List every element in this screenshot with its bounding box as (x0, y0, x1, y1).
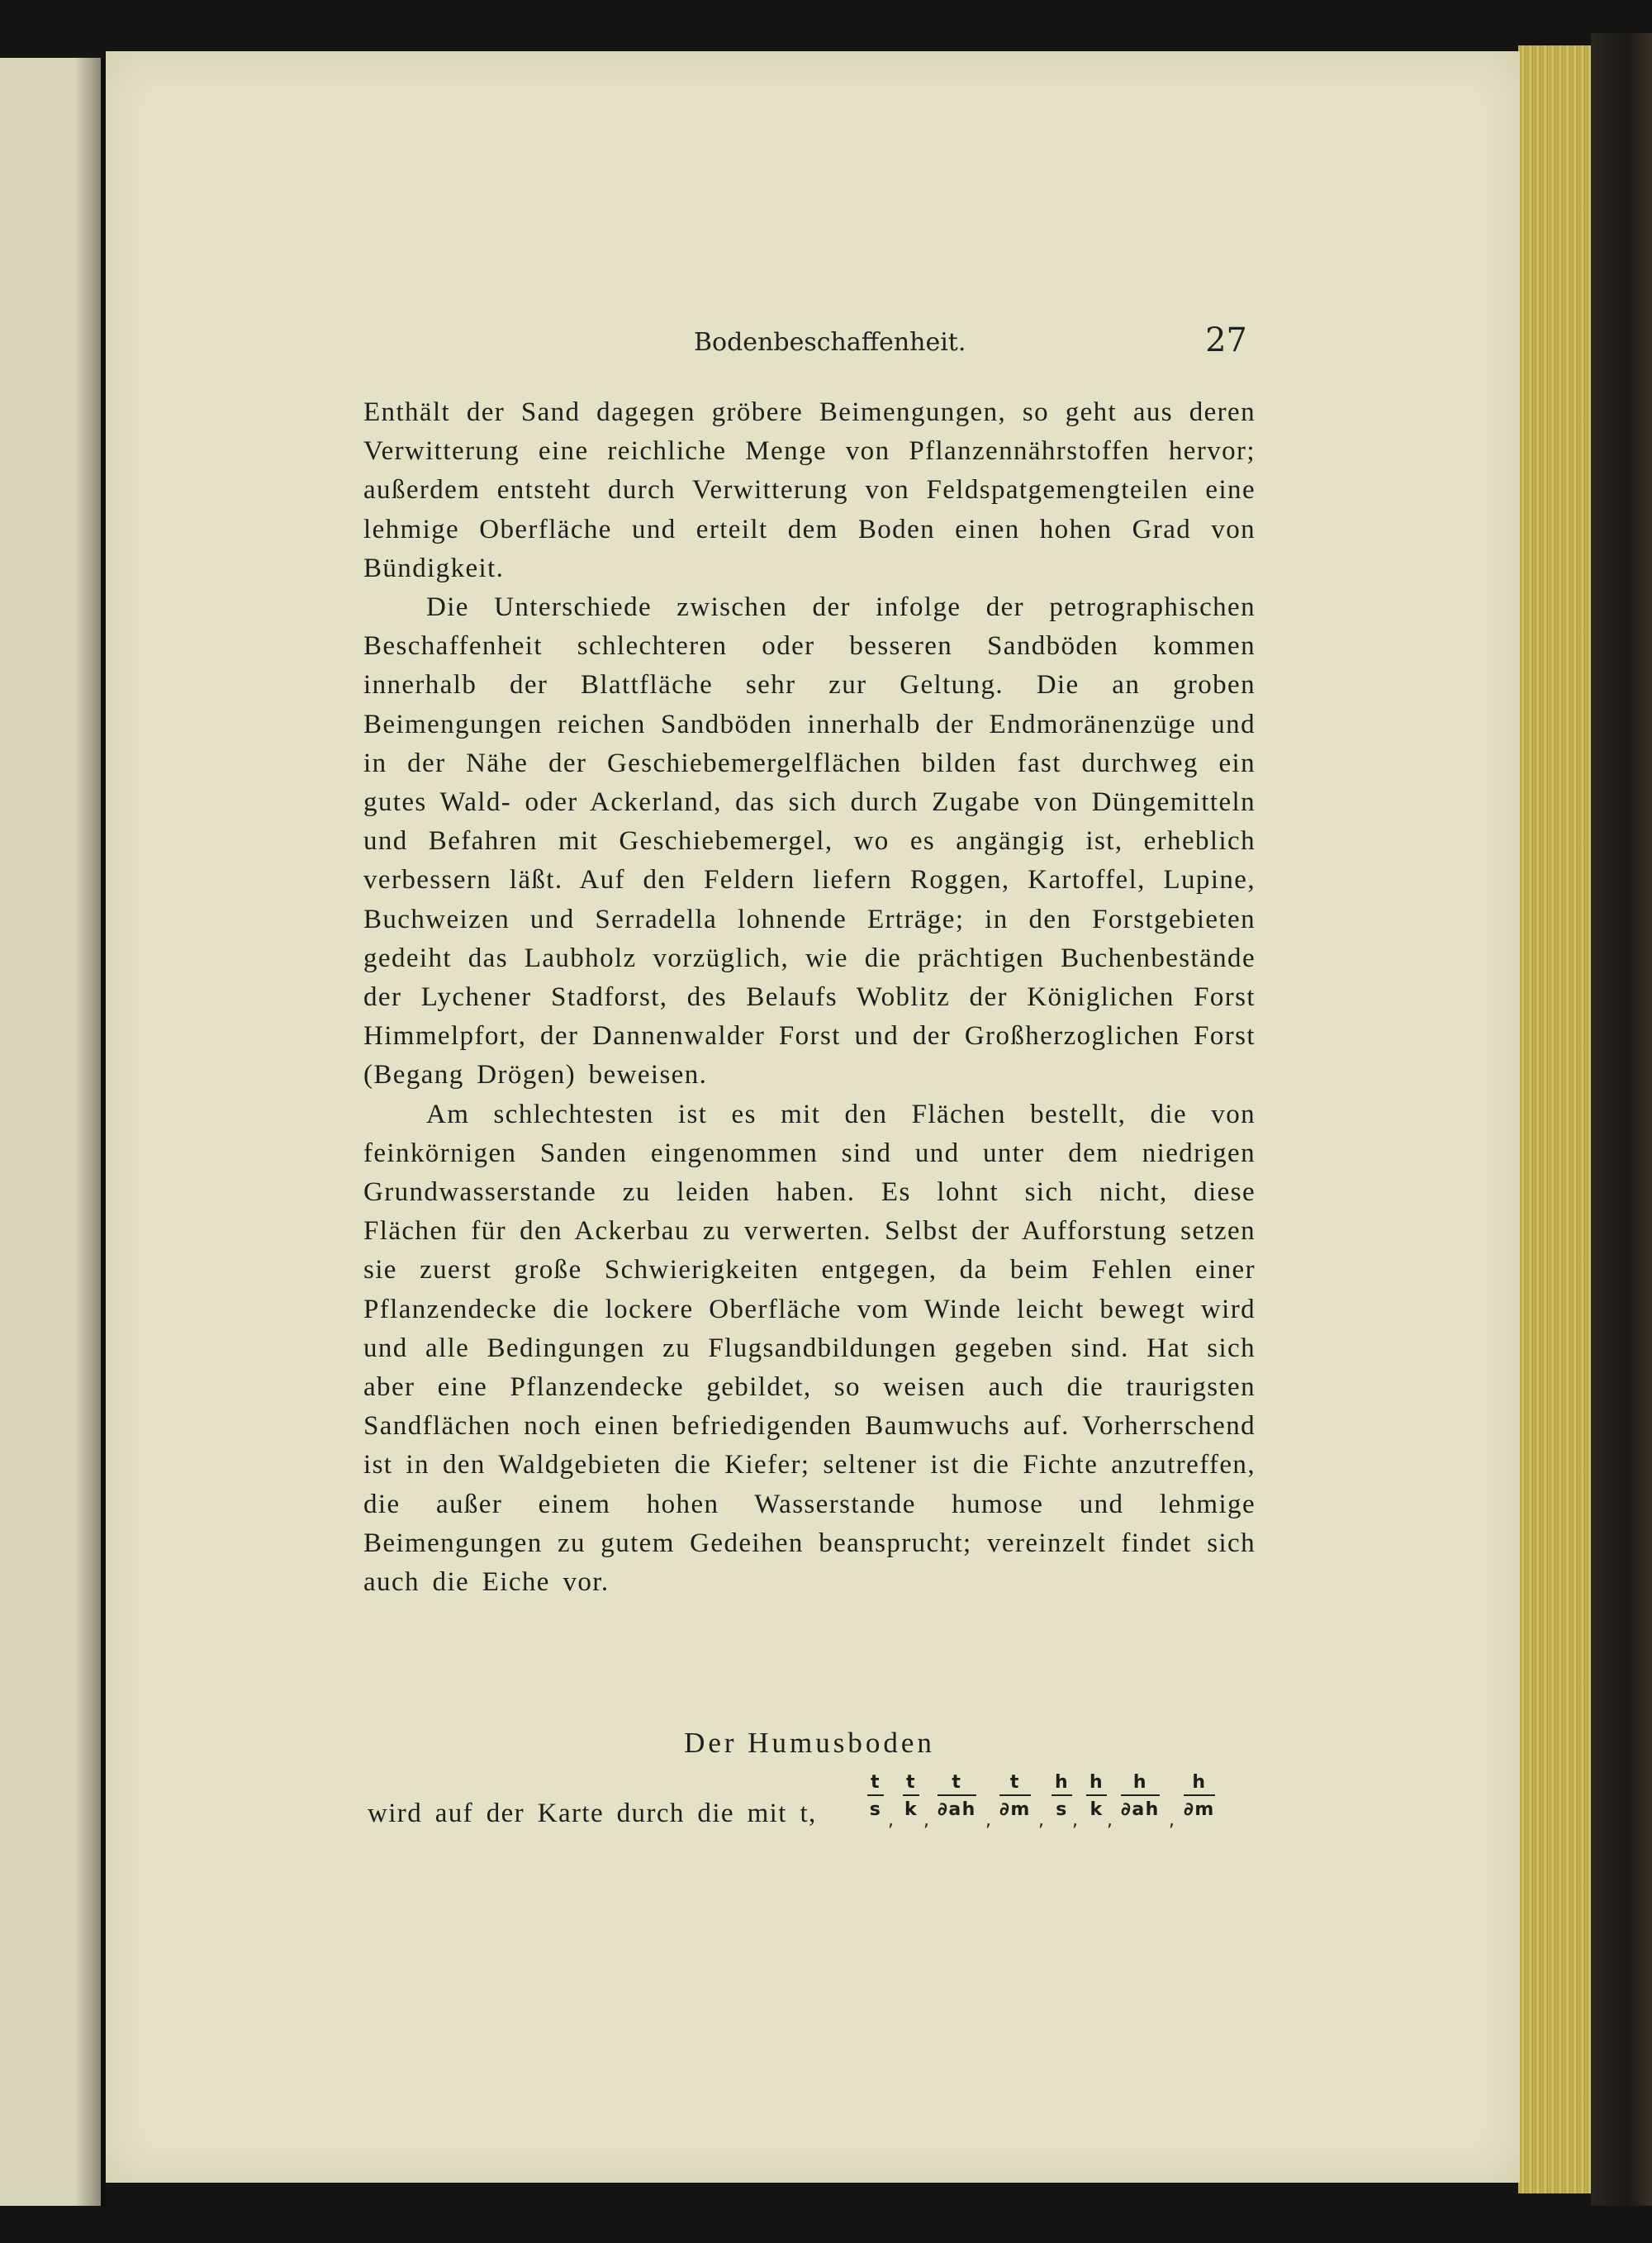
fraction-numerator: t (999, 1772, 1031, 1796)
separator: , (1169, 1810, 1176, 1831)
fraction (938, 1772, 976, 1820)
separator: , (1107, 1810, 1114, 1831)
paragraph: Enthält der Sand dagegen gröbere Beimengungen, so geht aus deren Verwitterung eine reichliche Menge von Pflanzennährstoffen hervor; außerdem entsteht durch Verwitterung von Feldspatgemengteilen eine lehmige Oberfläche und erteilt dem Boden einen hohen Grad von Bündigkeit. (363, 397, 1256, 583)
fraction-denominator: k (904, 1799, 918, 1820)
separator: , (888, 1810, 895, 1831)
separator: , (1072, 1810, 1080, 1831)
separator: , (985, 1810, 993, 1831)
fraction (999, 1772, 1031, 1820)
fraction (1086, 1772, 1107, 1820)
running-title: Bodenbeschaffenheit. (694, 328, 966, 357)
fraction (1121, 1772, 1160, 1820)
fraction-numerator: t (867, 1772, 884, 1796)
gutter-shadow (74, 58, 101, 2206)
fraction (1051, 1772, 1072, 1820)
page-edges (1518, 45, 1591, 2193)
page-number: 27 (1205, 321, 1247, 359)
separator: , (923, 1810, 931, 1831)
fraction (867, 1772, 884, 1820)
fraction-numerator: h (1051, 1772, 1072, 1796)
fraction-denominator: ∂ah (938, 1799, 976, 1820)
fraction-numerator: h (1086, 1772, 1107, 1796)
fraction-denominator: ∂m (1184, 1799, 1215, 1820)
separator: , (1038, 1810, 1046, 1831)
section-heading: Der Humusboden (684, 1727, 935, 1759)
body-text (363, 393, 1256, 1602)
book-cover (1591, 33, 1652, 2206)
fraction-numerator: h (1121, 1772, 1160, 1796)
fraction-numerator: h (1184, 1772, 1215, 1796)
fraction (903, 1772, 919, 1820)
fraction-denominator: s (869, 1799, 882, 1820)
fraction-denominator: ∂m (999, 1799, 1031, 1820)
paragraph: Die Unterschiede zwischen der infolge der petrographischen Beschaffenheit schlechteren oder besseren Sandböden kommen innerhalb der Blattfläche sehr zur Geltung. Die an groben Beimengungen reichen Sandböden innerhalb der Endmoränenzüge und in der Nähe der Geschiebemergelflächen bilden fast durchweg ein gutes Wald- oder Ackerland, das sich durch Zugabe von Düngemitteln und Befahren mit Geschiebemergel, wo es angängig ist, erheblich verbessern läßt. Auf den Feldern liefern Roggen, Kartoffel, Lupine, Buchweizen und Serradella lohnende Erträge; in den Forstgebieten gedeiht das Laubholz vorzüglich, wie die prächtigen Buchenbestände der Lychener Stadforst, des Belaufs Woblitz der Königlichen Forst Himmelpfort, der Dannenwalder Forst und der Großherzoglichen Forst (Begang Drögen) beweisen. (363, 592, 1256, 1091)
formula-line (368, 1772, 1276, 1846)
fraction-numerator: t (903, 1772, 919, 1796)
fraction-denominator: k (1089, 1799, 1104, 1820)
fraction-denominator: s (1056, 1799, 1068, 1820)
fraction-numerator: t (938, 1772, 976, 1796)
fraction (1184, 1772, 1215, 1820)
formula-lead-text: wird auf der Karte durch die mit t, (368, 1799, 817, 1828)
paragraph: Am schlechtesten ist es mit den Flächen bestellt, die von feinkörnigen Sanden eingenommen sind und unter dem niedrigen Grundwasserstande zu leiden haben. Es lohnt sich nicht, diese Flächen für den Ackerbau zu verwerten. Selbst der Aufforstung setzen sie zuerst große Schwierigkeiten entgegen, da beim Fehlen einer Pflanzendecke die lockere Oberfläche vom Winde leicht bewegt wird und alle Bedingungen zu Flugsandbildungen gegeben sind. Hat sich aber eine Pflanzendecke gebildet, so weisen auch die traurigsten Sandflächen noch einen befriedigenden Baumwuchs auf. Vorherrschend ist in den Waldgebieten die Kiefer; seltener ist die Fichte anzutreffen, die außer einem hohen Wasserstande humose und lehmige Beimengungen zu gutem Gedeihen beansprucht; vereinzelt findet sich auch die Eiche vor. (363, 1099, 1256, 1598)
fraction-denominator: ∂ah (1121, 1799, 1160, 1820)
